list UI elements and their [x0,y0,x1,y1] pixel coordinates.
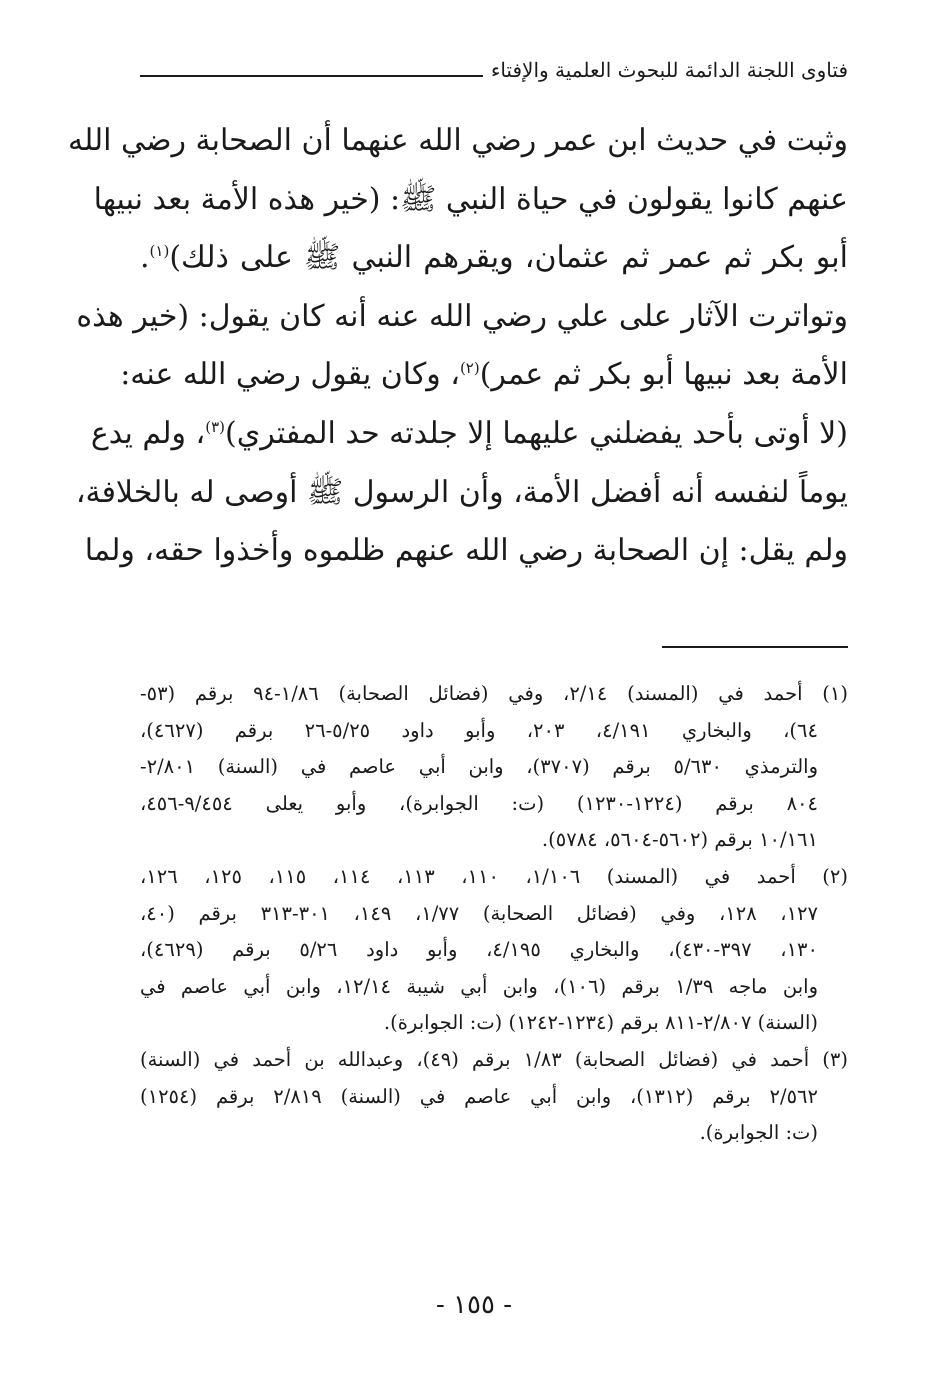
footnotes [140,676,848,1152]
footnote-2 [140,859,848,1042]
header-rule [140,75,483,77]
footnote-line: ١٣٠، ٣٩٧-٤٣٠)، والبخاري ٤/١٩٥، وأبو داود ٥/٢٦ برقم (٤٦٢٩)، [140,938,818,962]
body-line-3 [140,229,848,288]
body-line-4: وتواترت الآثار على علي رضي الله عنه أنه كان يقول: (خير هذه [76,298,848,334]
sentence-end: . [140,240,150,276]
body-line-5 [120,346,848,405]
footnote-ref-2[interactable]: (٢) [459,359,480,378]
footnote-1 [140,676,848,859]
body-text-segment: (لا أوتى بأحد يفضلني عليهما إلا جلدته حد المفتري) [225,415,848,451]
body-text-segment: ، ولم يدع [90,415,206,451]
body-line-7: يوماً لنفسه أنه أفضل الأمة، وأن الرسول ﷺ أوصى له بالخلافة، [75,474,848,510]
footnote-line: ٢/٥٦٢ برقم (١٣١٢)، وابن أبي عاصم في (السنة) ٢/٨١٩ برقم (١٢٥٤) [140,1084,818,1108]
footnote-line: (ت: الجوابرة). [699,1121,818,1145]
body-text-segment: ، وكان يقول رضي الله عنه: [120,357,460,393]
footnote-line: ٨٠٤ برقم (١٢٢٤-١٢٣٠) (ت: الجوابرة)، وأبو يعلى ٩/٤٥٤-٤٥٦، [140,791,818,815]
running-header [140,58,848,82]
footnote-line: ١٠/١٦١ برقم (٥٦٠٢-٥٦٠٤، ٥٧٨٤). [541,828,818,852]
body-text-segment: الأمة بعد نبيها أبو بكر ثم عمر) [479,357,848,393]
body-line-8: ولم يقل: إن الصحابة رضي الله عنهم ظلموه وأخذوا حقه، ولما [84,533,848,569]
body-line-1: وثبت في حديث ابن عمر رضي الله عنهما أن الصحابة رضي الله [68,123,848,158]
footnote-ref-1[interactable]: (١) [149,242,170,261]
body-text-segment: أبو بكر ثم عمر ثم عثمان، ويقرهم النبي ﷺ على ذلك) [169,240,848,276]
body-line-6 [90,405,848,464]
page-number: - ١٥٥ - [435,1290,513,1320]
footnote-line: (٣) أحمد في (فضائل الصحابة) ١/٨٣ برقم (٤٩)، وعبدالله بن أحمد في (السنة) [140,1047,848,1071]
footnote-separator [662,646,848,648]
footnote-line: ٦٤)، والبخاري ٤/١٩١، ٢٠٣، وأبو داود ٥/٢٥-٢٦ برقم (٤٦٢٧)، [140,718,818,742]
main-text [68,112,848,581]
footnote-line: (١) أحمد في (المسند) ٢/١٤، وفي (فضائل الصحابة) ١/٨٦-٩٤ برقم (٥٣- [140,682,848,705]
footnote-line: ١٢٧، ١٢٨، وفي (فضائل الصحابة) ١/٧٧، ١٤٩، ٣٠١-٣١٣ برقم (٤٠، [140,901,818,925]
footnote-line: (السنة) ٢/٨٠٧-٨١١ برقم (١٢٣٤-١٢٤٢) (ت: الجوابرة). [383,1011,818,1035]
footnote-3 [140,1042,848,1152]
body-line-2: عنهم كانوا يقولون في حياة النبي ﷺ: (خير هذه الأمة بعد نبيها [93,181,848,217]
footnote-ref-3[interactable]: (٣) [205,417,226,436]
footnote-line: (٢) أحمد في (المسند) ١/١٠٦، ١١٠، ١١٣، ١١٤، ١١٥، ١٢٥، ١٢٦، [140,864,848,888]
header-title: فتاوى اللجنة الدائمة للبحوث العلمية والإفتاء [490,58,848,82]
footnote-line: والترمذي ٥/٦٣٠ برقم (٣٧٠٧)، وابن أبي عاصم في (السنة) ٢/٨٠١- [140,755,819,779]
footnote-line: وابن ماجه ١/٣٩ برقم (١٠٦)، وابن أبي شيبة ١٢/١٤، وابن أبي عاصم في [140,974,818,998]
